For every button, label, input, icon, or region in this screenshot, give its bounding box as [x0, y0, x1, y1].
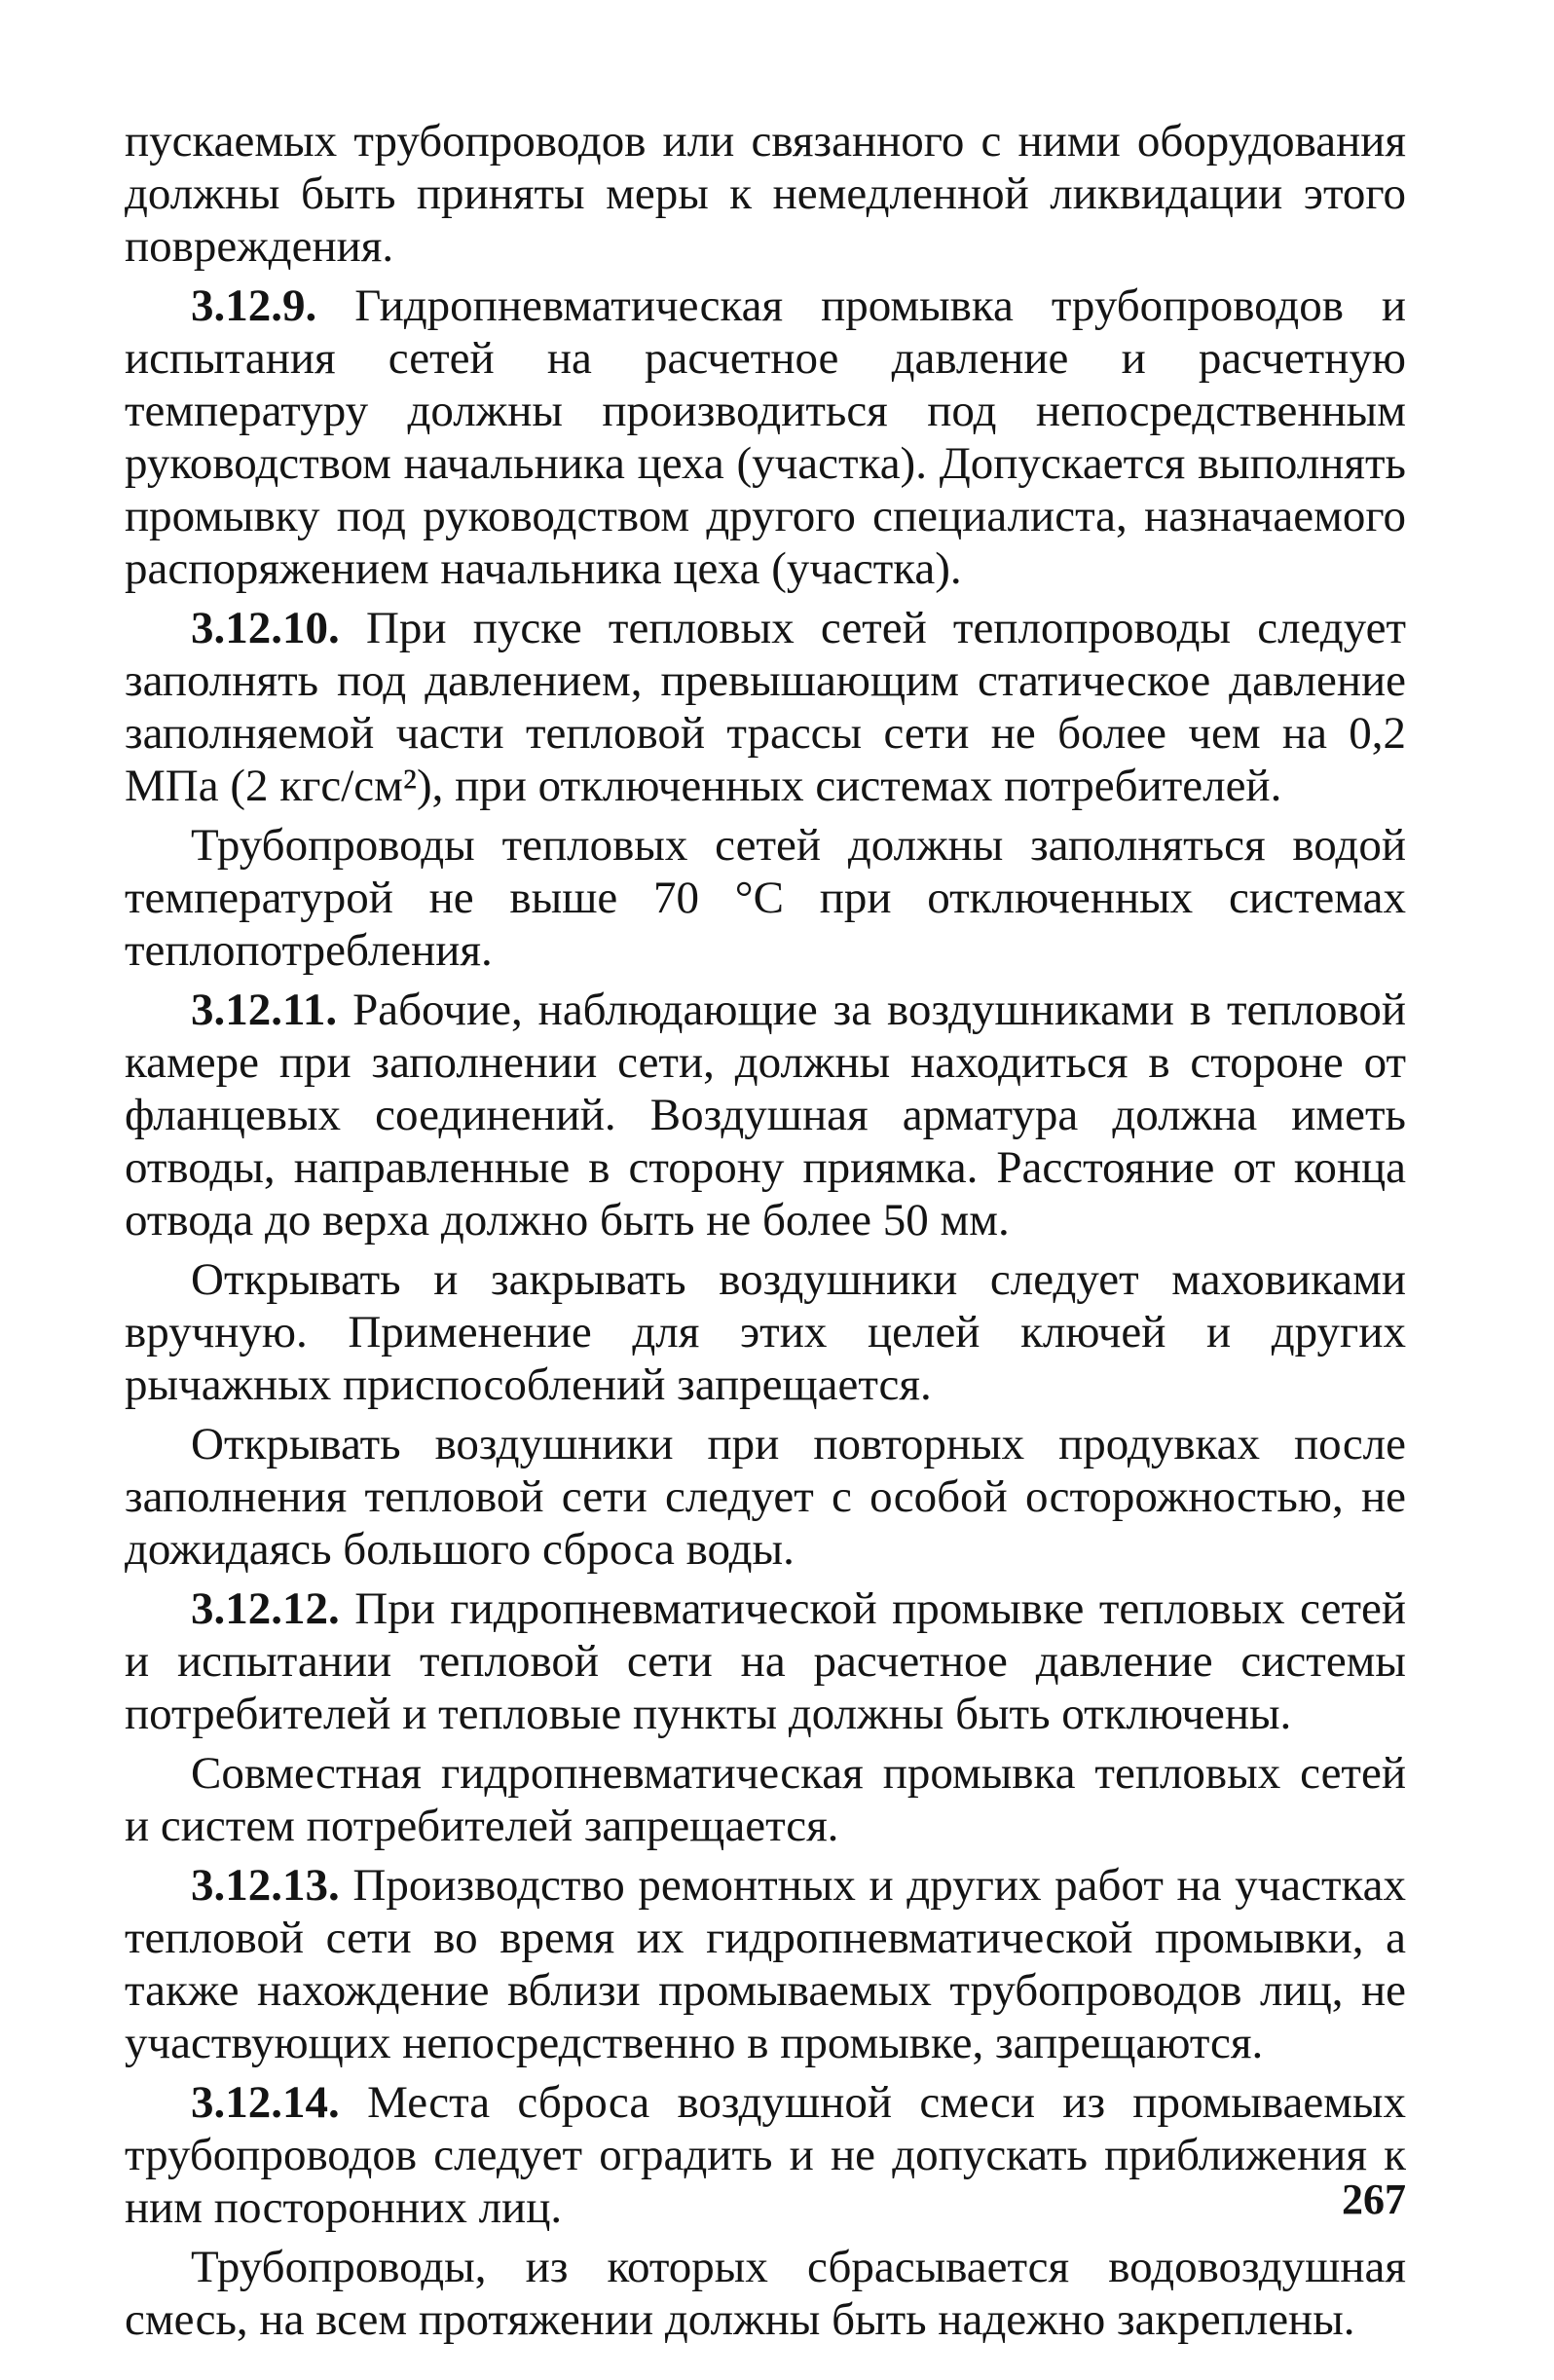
paragraph-text: Рабочие, наблюдающие за воздушниками в тепловой камере при заполнении сети, должны находиться в стороне от фланцевых соединений. Воздушная арматура должна иметь отводы, направленные в сторону приямка. Расстояние от конца отвода до верха должно быть не более 50 мм. [125, 985, 1406, 1246]
paragraph-text: Производство ремонтных и других работ на участках тепловой сети во время их гидропневматической промывки, а также нахождение вблизи промываемых трубопроводов лиц, не участвующих непосредственно в промывке, запрещаются. [125, 1860, 1407, 2068]
paragraph-plain [125, 819, 1406, 977]
paragraph-text: При пуске тепловых сетей теплопроводы следует заполнять под давлением, превышающим статическое давление заполняемой части тепловой трассы сети не более чем на 0,2 МПа (2 кгс/см²), при отключенных системах потребителей. [125, 603, 1406, 811]
clause-number: 3.12.9. [191, 280, 317, 331]
paragraph-text: Трубопроводы тепловых сетей должны заполняться водой температурой не выше 70 °С при отключенных системах теплопотребления. [125, 820, 1406, 976]
clause-number: 3.12.14. [191, 2077, 340, 2128]
paragraph-3-12-12 [125, 1582, 1406, 1740]
paragraph-plain [125, 2241, 1406, 2346]
paragraph-text: Открывать и закрывать воздушники следует маховиками вручную. Применение для этих целей ключей и других рычажных приспособлений запрещается. [125, 1254, 1406, 1410]
paragraph-text: Совместная гидропневматическая промывка тепловых сетей и систем потребителей запрещается. [125, 1748, 1406, 1851]
paragraph-3-12-10 [125, 602, 1406, 812]
clause-number: 3.12.13. [191, 1860, 340, 1911]
paragraph-plain [125, 1253, 1406, 1411]
paragraph-text: Гидропневматическая промывка трубопроводов и испытания сетей на расчетное давление и расчетную температуру должны производиться под непосредственным руководством начальника цеха (участка). Допускается выполнять промывку под руководством другого специалиста, назначаемого распоряжением начальника цеха (участка). [125, 280, 1407, 594]
clause-number: 3.12.12. [191, 1583, 340, 1634]
paragraph-3-12-14 [125, 2076, 1406, 2234]
paragraph-plain [125, 1418, 1406, 1576]
paragraph-text: пускаемых трубопроводов или связанного с ними оборудования должны быть приняты меры к немедленной ликвидации этого повреждения. [125, 116, 1406, 272]
paragraph-plain [125, 1747, 1406, 1852]
paragraph-text: Трубопроводы, из которых сбрасывается водовоздушная смесь, на всем протяжении должны быть надежно закреплены. [125, 2242, 1406, 2345]
paragraph-continued [125, 115, 1406, 273]
paragraph-3-12-9 [125, 279, 1406, 595]
paragraph-text: При гидропневматической промывке тепловых сетей и испытании тепловой сети на расчетное давление системы потребителей и тепловые пункты должны быть отключены. [125, 1583, 1406, 1739]
paragraph-text: Места сброса воздушной смеси из промываемых трубопроводов следует оградить и не допускать приближения к ним посторонних лиц. [125, 2077, 1407, 2233]
paragraph-3-12-13 [125, 1859, 1406, 2069]
clause-number: 3.12.11. [191, 985, 338, 1035]
clause-number: 3.12.10. [191, 603, 340, 653]
page-number: 267 [1342, 2175, 1406, 2223]
paragraph-3-12-11 [125, 984, 1406, 1246]
paragraph-text: Открывать воздушники при повторных продувках после заполнения тепловой сети следует с особой осторожностью, не дожидаясь большого сброса воды. [125, 1419, 1406, 1575]
page-body [125, 115, 1406, 2353]
